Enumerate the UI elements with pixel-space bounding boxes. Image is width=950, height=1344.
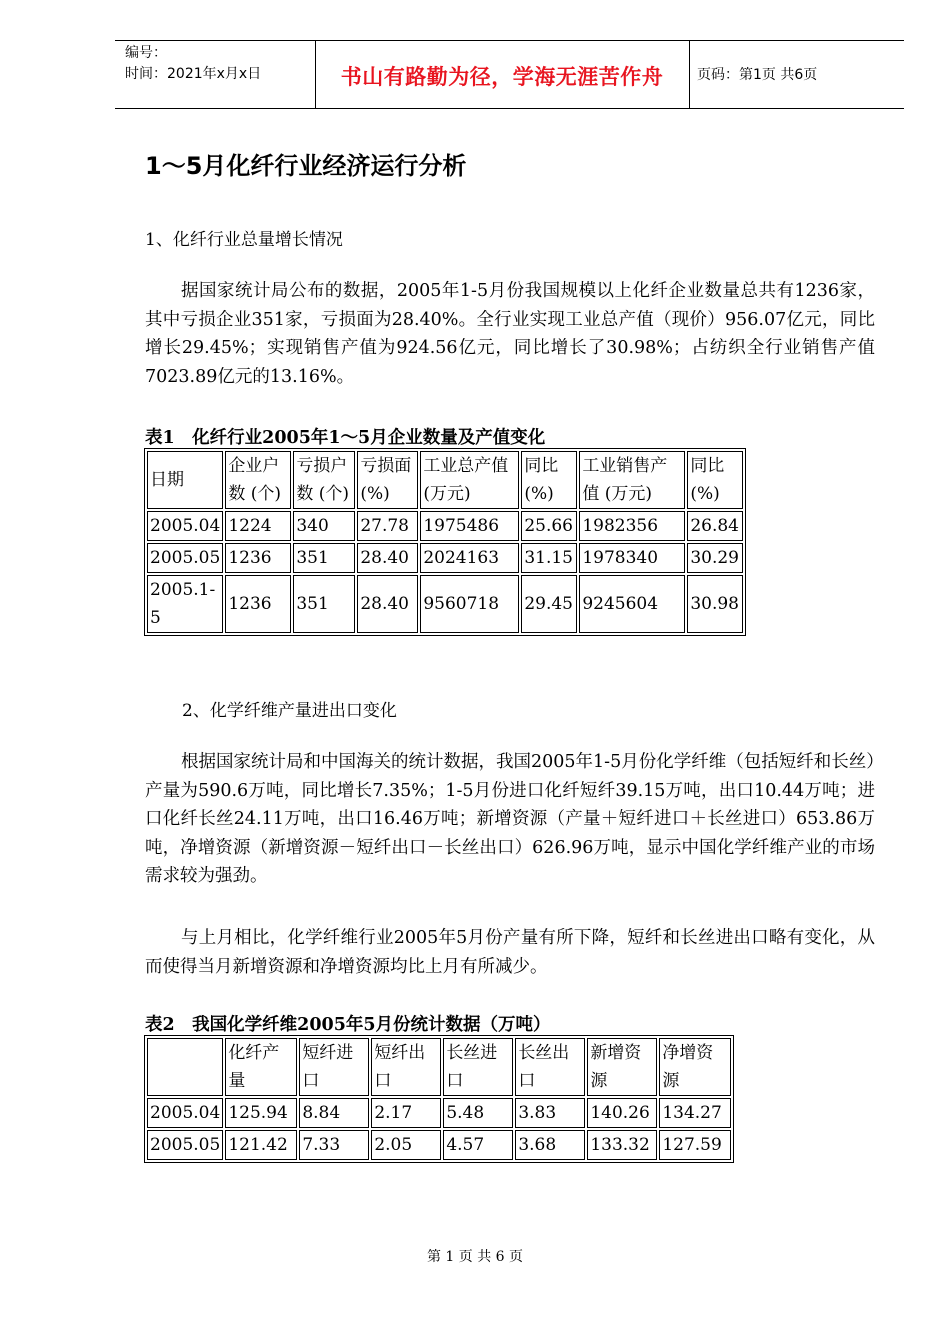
table-cell: 340 [293, 511, 355, 541]
table-cell: 2005.04 [147, 511, 223, 541]
table-row [147, 543, 743, 573]
header-meta [125, 43, 261, 85]
table-cell: 121.42 [225, 1130, 297, 1160]
table1-header-cell: 亏损户数 (个) [293, 451, 355, 509]
table1-header-cell: 日期 [147, 451, 223, 509]
table-cell: 2.05 [371, 1130, 441, 1160]
table-cell: 5.48 [443, 1098, 513, 1128]
table1-header-cell: 工业销售产值 (万元) [579, 451, 685, 509]
table-cell: 30.98 [687, 575, 743, 633]
table-cell: 351 [293, 543, 355, 573]
table1-header-row [147, 451, 743, 509]
table-cell: 25.66 [521, 511, 577, 541]
table-cell: 9245604 [579, 575, 685, 633]
table-cell: 127.59 [659, 1130, 731, 1160]
table-row [147, 1130, 731, 1160]
table-row [147, 511, 743, 541]
table-cell: 1236 [225, 575, 291, 633]
table-cell: 1982356 [579, 511, 685, 541]
header-page-info: 页码：第1页 共6页 [697, 67, 818, 83]
time-label: 时间：2021年x月x日 [125, 66, 262, 82]
section2-paragraph-1: 根据国家统计局和中国海关的统计数据，我国2005年1-5月份化学纤维（包括短纤和长丝）产量为590.6万吨，同比增长7.35%；1-5月份进口化纤短纤39.15万吨，出口10.44万吨；进口化纤长丝24.11万吨，出口16.46万吨；新增资源（产量＋短纤进口＋长丝进口）653.86万吨，净增资源（新增资源－短纤出口－长丝出口）626.96万吨，显示中国化学纤维产业的市场需求较为强劲。 [145, 752, 875, 886]
table2-header-cell: 长丝出口 [515, 1038, 585, 1096]
table-cell: 134.27 [659, 1098, 731, 1128]
table-cell: 1975486 [420, 511, 519, 541]
table-cell: 27.78 [357, 511, 418, 541]
table2-header-cell: 短纤进口 [299, 1038, 369, 1096]
section2-paragraph-2: 与上月相比，化学纤维行业2005年5月份产量有所下降，短纤和长丝进出口略有变化，从而使得当月新增资源和净增资源均比上月有所减少。 [145, 928, 875, 977]
table1-header-cell: 工业总产值 (万元) [420, 451, 519, 509]
table-cell: 2.17 [371, 1098, 441, 1128]
table2-header-cell: 新增资源 [587, 1038, 657, 1096]
table-row [147, 575, 743, 633]
header-divider [689, 41, 690, 108]
table-cell: 2005.04 [147, 1098, 223, 1128]
table-cell: 125.94 [225, 1098, 297, 1128]
table1-header-cell: 亏损面 (%) [357, 451, 418, 509]
section1-heading: 1、化纤行业总量增长情况 [145, 230, 343, 250]
table-cell: 133.32 [587, 1130, 657, 1160]
table1-header-cell: 同比 (%) [687, 451, 743, 509]
table2-header-cell: 短纤出口 [371, 1038, 441, 1096]
table-cell: 4.57 [443, 1130, 513, 1160]
table1-header-cell: 同比 (%) [521, 451, 577, 509]
section2-heading: 2、化学纤维产量进出口变化 [182, 701, 397, 721]
table-row [147, 1098, 731, 1128]
table-cell: 29.45 [521, 575, 577, 633]
table-cell: 31.15 [521, 543, 577, 573]
table2-caption: 表2 我国化学纤维2005年5月份统计数据（万吨） [145, 1015, 551, 1035]
table-cell: 30.29 [687, 543, 743, 573]
table-cell: 2005.1-5 [147, 575, 223, 633]
table2-header-cell: 长丝进口 [443, 1038, 513, 1096]
page-footer: 第 1 页 共 6 页 [426, 1249, 524, 1265]
table-cell: 9560718 [420, 575, 519, 633]
section1-paragraph: 据国家统计局公布的数据，2005年1-5月份我国规模以上化纤企业数量总共有1236家，其中亏损企业351家，亏损面为28.40%。全行业实现工业总产值（现价）956.07亿元，同比增长29.45%；实现销售产值为924.56亿元，同比增长了30.98%；占纺织全行业销售产值7023.89亿元的13.16%。 [145, 281, 875, 387]
table-cell: 2005.05 [147, 543, 223, 573]
page-header [115, 40, 904, 109]
table-cell: 3.68 [515, 1130, 585, 1160]
table-cell: 1224 [225, 511, 291, 541]
page-title: 1～5月化纤行业经济运行分析 [145, 152, 467, 180]
table-cell: 140.26 [587, 1098, 657, 1128]
table2 [144, 1035, 734, 1163]
table-cell: 2005.05 [147, 1130, 223, 1160]
table2-header-cell: 净增资源 [659, 1038, 731, 1096]
table-cell: 1236 [225, 543, 291, 573]
table2-header-cell: 化纤产量 [225, 1038, 297, 1096]
table2-header-row [147, 1038, 731, 1096]
table-cell: 26.84 [687, 511, 743, 541]
table-cell: 28.40 [357, 575, 418, 633]
table-cell: 351 [293, 575, 355, 633]
table-cell: 1978340 [579, 543, 685, 573]
table-cell: 28.40 [357, 543, 418, 573]
table-cell: 3.83 [515, 1098, 585, 1128]
table1-header-cell: 企业户数 (个) [225, 451, 291, 509]
table1 [144, 448, 746, 636]
table-cell: 2024163 [420, 543, 519, 573]
table-cell: 7.33 [299, 1130, 369, 1160]
header-motto: 书山有路勤为径，学海无涯苦作舟 [340, 64, 664, 89]
table-cell: 8.84 [299, 1098, 369, 1128]
number-label: 编号： [125, 45, 167, 61]
table2-header-cell [147, 1038, 223, 1096]
table1-caption: 表1 化纤行业2005年1～5月企业数量及产值变化 [145, 428, 546, 448]
